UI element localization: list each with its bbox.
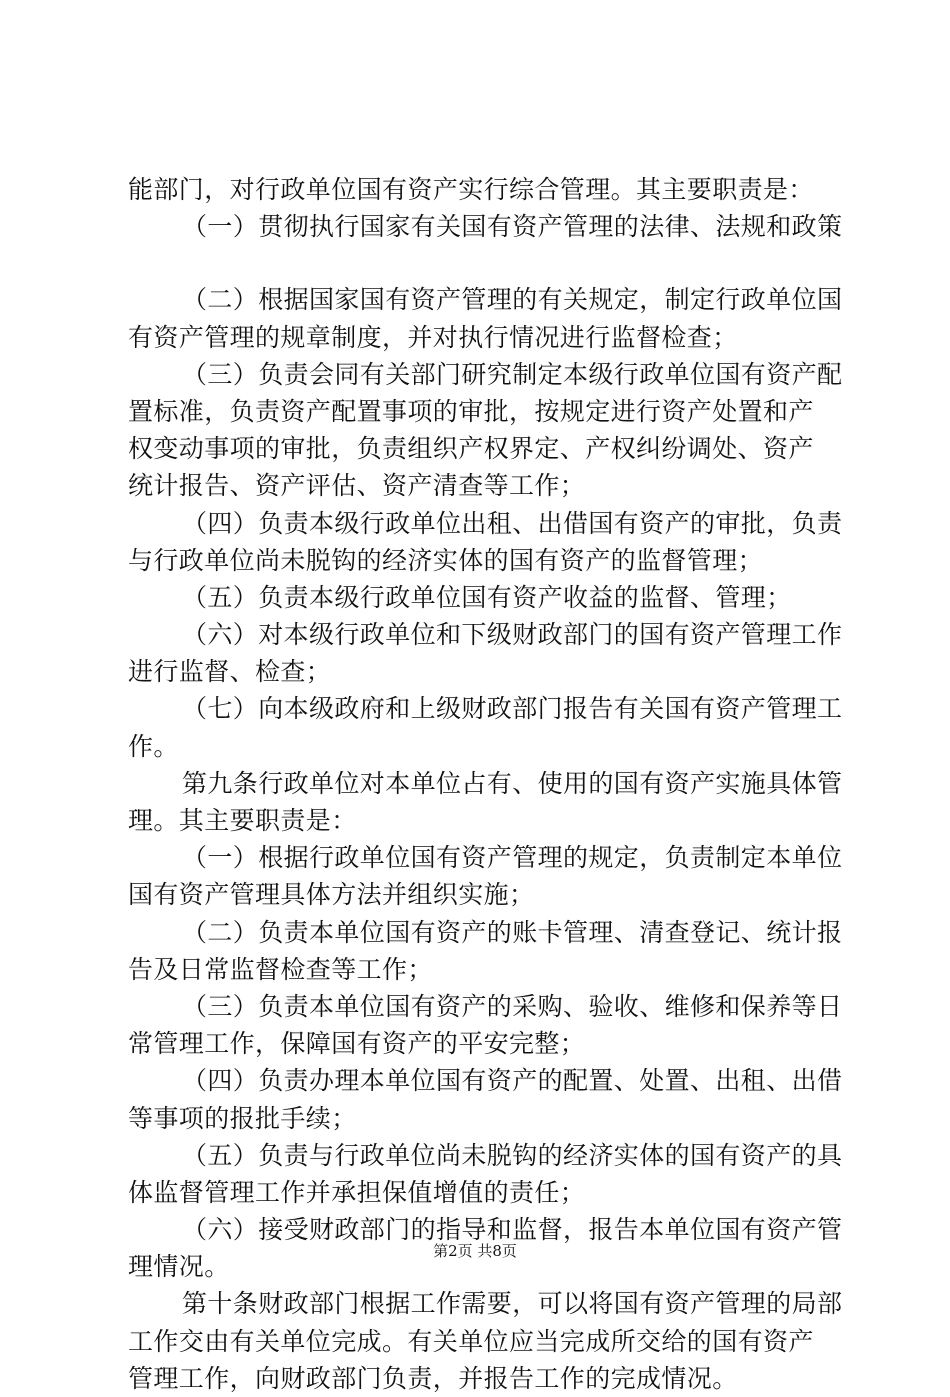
text-line: 管理工作，向财政部门负责，并报告工作的完成情况。 <box>128 1363 738 1393</box>
text-line: 第九条行政单位对本单位占有、使用的国有资产实施具体管 <box>182 768 843 798</box>
text-line: 理情况。 <box>128 1252 230 1282</box>
text-line: （六）对本级行政单位和下级财政部门的国有资产管理工作 <box>182 620 843 650</box>
text-line: 进行监督、检查； <box>128 657 332 687</box>
text-line: 告及日常监督检查等工作； <box>128 954 433 984</box>
text-line: 统计报告、资产评估、资产清查等工作； <box>128 471 586 501</box>
blank-line <box>128 245 848 281</box>
text-line: （七）向本级政府和上级财政部门报告有关国有资产管理工 <box>182 694 843 724</box>
text-line: （三）负责会同有关部门研究制定本级行政单位国有资产配 <box>182 359 843 389</box>
text-line: 权变动事项的审批，负责组织产权界定、产权纠纷调处、资产 <box>128 434 814 464</box>
page-number-footer: 第2页 共8页 <box>433 1242 517 1260</box>
text-line: 与行政单位尚未脱钩的经济实体的国有资产的监督管理； <box>128 545 764 575</box>
text-line: （一）根据行政单位国有资产管理的规定，负责制定本单位 <box>182 843 843 873</box>
text-line: 体监督管理工作并承担保值增值的责任； <box>128 1177 586 1207</box>
text-line: （二）根据国家国有资产管理的有关规定，制定行政单位国 <box>182 285 843 315</box>
text-line: 有资产管理的规章制度，并对执行情况进行监督检查； <box>128 322 738 352</box>
text-line: 第十条财政部门根据工作需要，可以将国有资产管理的局部 <box>182 1289 843 1319</box>
text-line: 能部门，对行政单位国有资产实行综合管理。其主要职责是： <box>128 175 814 204</box>
text-line: 置标准，负责资产配置事项的审批，按规定进行资产处置和产 <box>128 396 814 426</box>
text-line: （一）贯彻执行国家有关国有资产管理的法律、法规和政策 <box>182 212 843 242</box>
text-line: （五）负责与行政单位尚未脱钩的经济实体的国有资产的具 <box>182 1140 843 1170</box>
body-text <box>128 171 848 1397</box>
text-line: （三）负责本单位国有资产的采购、验收、维修和保养等日 <box>182 991 843 1021</box>
text-line: 常管理工作，保障国有资产的平安完整； <box>128 1029 586 1059</box>
text-line: （二）负责本单位国有资产的账卡管理、清查登记、统计报 <box>182 917 843 947</box>
text-line: 理。其主要职责是： <box>128 806 357 835</box>
text-line: 作。 <box>128 731 179 761</box>
text-line: 等事项的报批手续； <box>128 1103 357 1133</box>
text-line: 工作交由有关单位完成。有关单位应当完成所交给的国有资产 <box>128 1326 814 1356</box>
text-line: 国有资产管理具体方法并组织实施； <box>128 880 535 910</box>
text-line: （四）负责办理本单位国有资产的配置、处置、出租、出借 <box>182 1066 843 1096</box>
text-line: （六）接受财政部门的指导和监督，报告本单位国有资产管 <box>182 1215 843 1245</box>
text-line: （五）负责本级行政单位国有资产收益的监督、管理； <box>182 582 792 612</box>
text-line: （四）负责本级行政单位出租、出借国有资产的审批，负责 <box>182 508 843 538</box>
